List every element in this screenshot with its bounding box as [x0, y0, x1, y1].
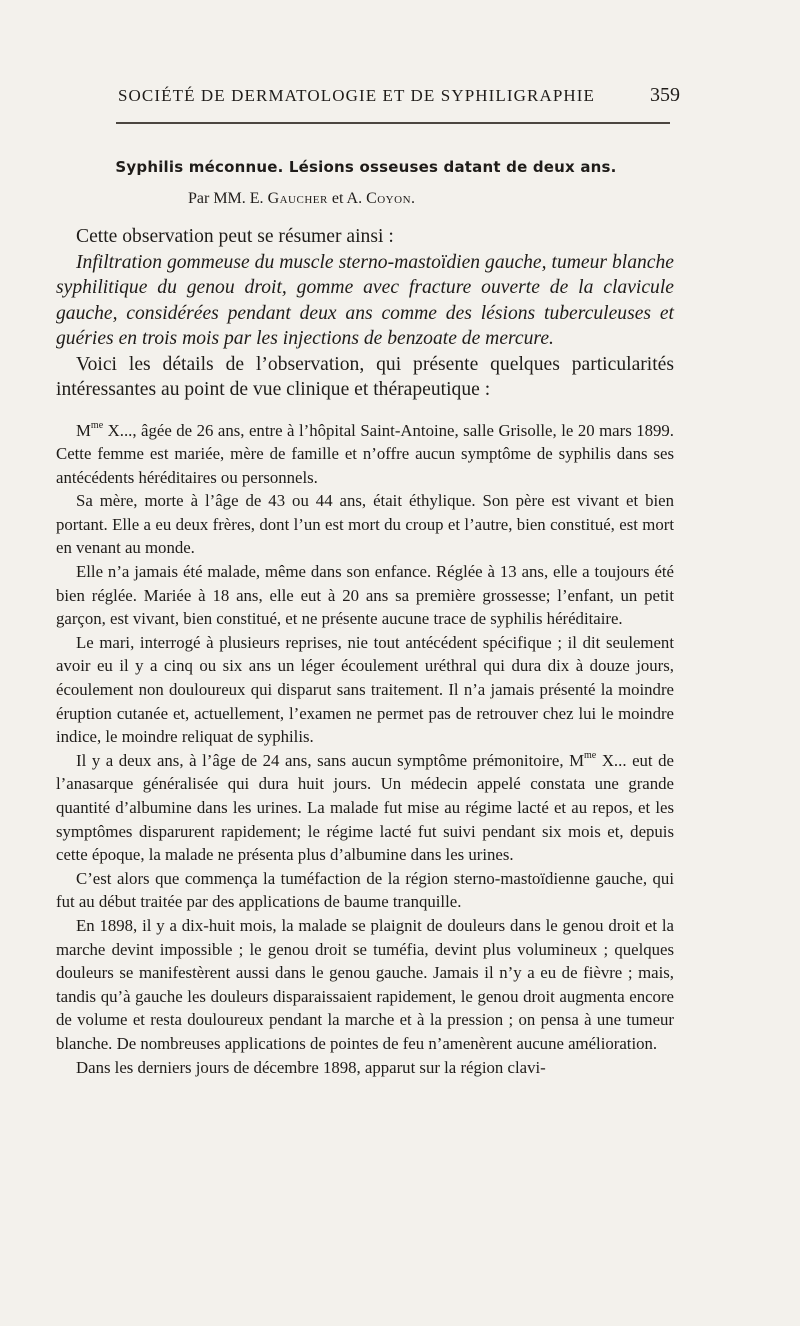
observation-paragraph-7: En 1898, il y a dix-huit mois, la malade se plaignit de douleurs dans le genou droit et la marche devint impossible ; le genou droit se tuméfia, devint plus volumineux ; quelques douleurs se manifestèrent aussi dans le genou gauche. Jamais il n’y a eu de fièvre ; mais, tandis qu’à gauche les douleurs disparaissaient rapidement, le genou droit augmenta encore de volume et resta douloureux pendant la marche et à la pression ; on pensa à une tumeur blanche. De nombreuses applications de pointes de feu n’amenèrent aucune amélioration.	[56, 915, 674, 1053]
byline-prefix: Par MM. E.	[188, 190, 264, 207]
title-superscript: me	[584, 749, 597, 761]
observation-paragraph-1	[56, 419, 674, 490]
italic-summary: Infiltration gommeuse du muscle sterno-mastoïdien gauche, tumeur blanche syphilitique du genou droit, gomme avec fracture ouverte de la clavicule gauche, considérées pendant deux ans comme des lésions tuberculeuses et guéries en trois mois par les injections de benzoate de mercure.	[56, 251, 674, 349]
running-head	[118, 86, 680, 112]
article-title: Syphilis méconnue. Lésions osseuses datant de deux ans.	[115, 158, 617, 176]
running-title: SOCIÉTÉ DE DERMATOLOGIE ET DE SYPHILIGRAPHIE	[118, 86, 596, 105]
observation-paragraph-1-text: X..., âgée de 26 ans, entre à l’hôpital Saint-Antoine, salle Grisolle, le 20 mars 1899. Cette femme est mariée, mère de famille et n’offre aucun symptôme de syphilis dans ses antécédents héréditaires ou personnels.	[56, 420, 674, 487]
byline-middle: et A.	[331, 190, 363, 207]
article-byline	[188, 190, 548, 208]
summary-intro: Cette observation peut se résumer ainsi :	[76, 226, 394, 247]
article-body	[56, 224, 674, 1079]
observation-details	[56, 419, 674, 1080]
observation-paragraph-5	[56, 749, 674, 867]
observation-paragraph-4: Le mari, interrogé à plusieurs reprises, nie tout antécédent spécifique ; il dit seulement avoir eu il y a cinq ou six ans un léger écoulement uréthral qui dura dix à douze jours, écoulement non douloureux qui disparut sans traitement. Il n’a jamais présenté la moindre éruption cutanée et, actuellement, l’examen ne permet pas de retrouver chez lui le moindre indice, le moindre reliquat de syphilis.	[56, 632, 674, 747]
title-superscript: me	[90, 419, 104, 431]
author-coyon: Coyon.	[366, 190, 416, 207]
observation-intro: Voici les détails de l’observation, qui présente quelques particularités intéressantes au point de vue clinique et thérapeutique :	[56, 353, 674, 400]
header-rule	[116, 122, 670, 124]
observation-paragraph-3: Elle n’a jamais été malade, même dans son enfance. Réglée à 13 ans, elle a toujours été bien réglée. Mariée à 18 ans, elle eut à 20 ans sa première grossesse; l’enfant, un petit garçon, est vivant, bien constitué, et ne présente aucune trace de syphilis héréditaire.	[56, 562, 674, 629]
observation-paragraph-5-start: Il y a deux ans, à l’âge de 24 ans, sans aucun symptôme prémonitoire, M	[76, 750, 585, 770]
author-gaucher: Gaucher	[267, 190, 328, 207]
observation-paragraph-5-end: X... eut de l’anasarque généralisée qui dura huit jours. Un médecin appelé constata une grande quantité d’albumine dans les urines. La malade fut mise au régime lacté et au repos, et les symptômes disparurent rapidement; le régime lacté fut suivi pendant six mois et, depuis cette époque, la malade ne présenta plus d’albumine dans les urines.	[56, 750, 674, 865]
observation-paragraph-8: Dans les derniers jours de décembre 1898, apparut sur la région clavi-	[76, 1057, 546, 1077]
title-abbrev: M	[76, 420, 91, 440]
observation-paragraph-6: C’est alors que commença la tuméfaction de la région sterno-mastoïdienne gauche, qui fut au début traitée par des applications de baume tranquille.	[56, 868, 674, 912]
observation-paragraph-2: Sa mère, morte à l’âge de 43 ou 44 ans, était éthylique. Son père est vivant et bien portant. Elle a eu deux frères, dont l’un est mort du croup et l’autre, bien constitué, est mort en venant au monde.	[56, 491, 674, 558]
page-number: 359	[650, 84, 680, 106]
